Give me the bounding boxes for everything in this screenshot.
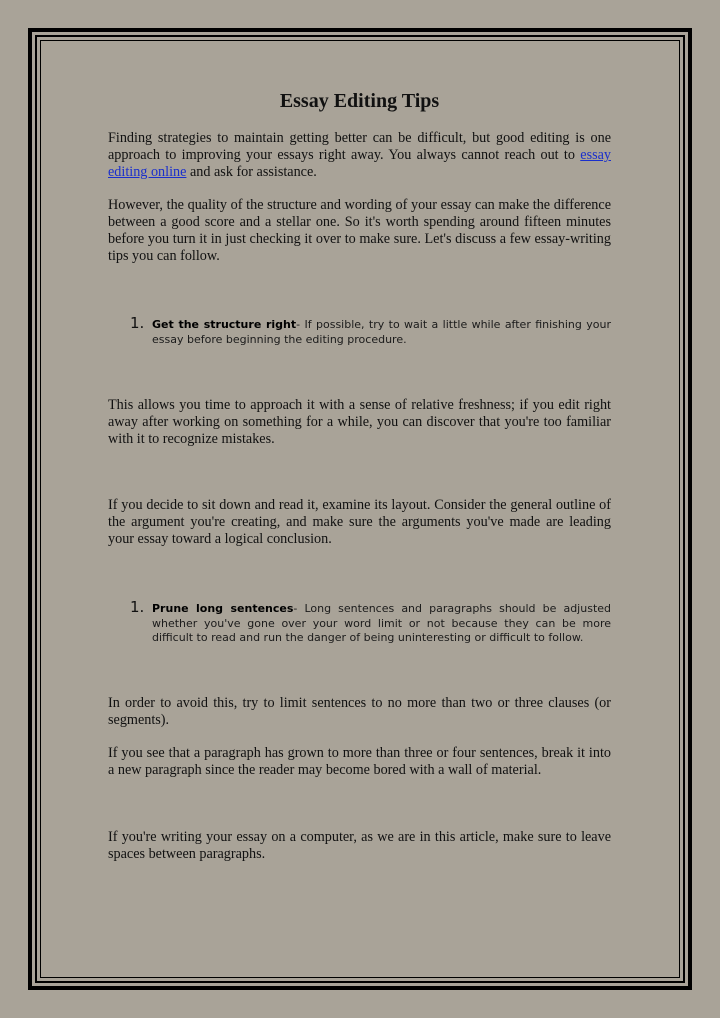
paragraph-sentences: If you see that a paragraph has grown to more than three or four sentences, break it into a new paragraph since the reader may become bored with a wall of material. <box>108 745 611 778</box>
list-number: 1. <box>130 314 145 332</box>
paragraph-layout: If you decide to sit down and read it, examine its layout. Consider the general outline of the argument you're creating, and make sure the arguments you've made are leading your essay toward a logical conclusion. <box>108 497 611 547</box>
document-title: Essay Editing Tips <box>279 90 440 112</box>
intro-paragraph <box>108 130 611 181</box>
list-item-heading: Prune long sentences <box>152 602 294 615</box>
list-item-text <box>152 602 611 646</box>
intro-text-after-link: and ask for assistance. <box>186 164 317 180</box>
list-item-body: - Long sentences and paragraphs should be adjusted whether you've gone over your word limit or not because they can be more difficult to read and run the danger of being uninteresting or difficult to follow. <box>152 602 612 644</box>
paragraph-spaces: If you're writing your essay on a computer, as we are in this article, make sure to leave spaces between paragraphs. <box>108 829 611 862</box>
list-number: 1. <box>130 598 145 616</box>
essay-editing-online-link[interactable]: essay editing online <box>108 147 611 180</box>
paragraph-freshness: This allows you time to approach it with a sense of relative freshness; if you edit right away after working on something for a while, you can discover that you're too familiar with it to recognize mistakes. <box>108 397 611 447</box>
paragraph-quality: However, the quality of the structure and wording of your essay can make the difference between a good score and a stellar one. So it's worth spending around fifteen minutes before you turn it in just checking it over to make sure. Let's discuss a few essay-writing tips you can follow. <box>108 197 611 264</box>
list-item-body: - If possible, try to wait a little while after finishing your essay before beginning the editing procedure. <box>152 318 611 346</box>
list-item-text <box>152 318 611 347</box>
intro-text-before-link: Finding strategies to maintain getting better can be difficult, but good editing is one approach to improving your essays right away. You always cannot reach out to <box>108 130 611 163</box>
list-item-heading: Get the structure right <box>152 318 297 331</box>
paragraph-clauses: In order to avoid this, try to limit sentences to no more than two or three clauses (or segments). <box>108 695 611 728</box>
